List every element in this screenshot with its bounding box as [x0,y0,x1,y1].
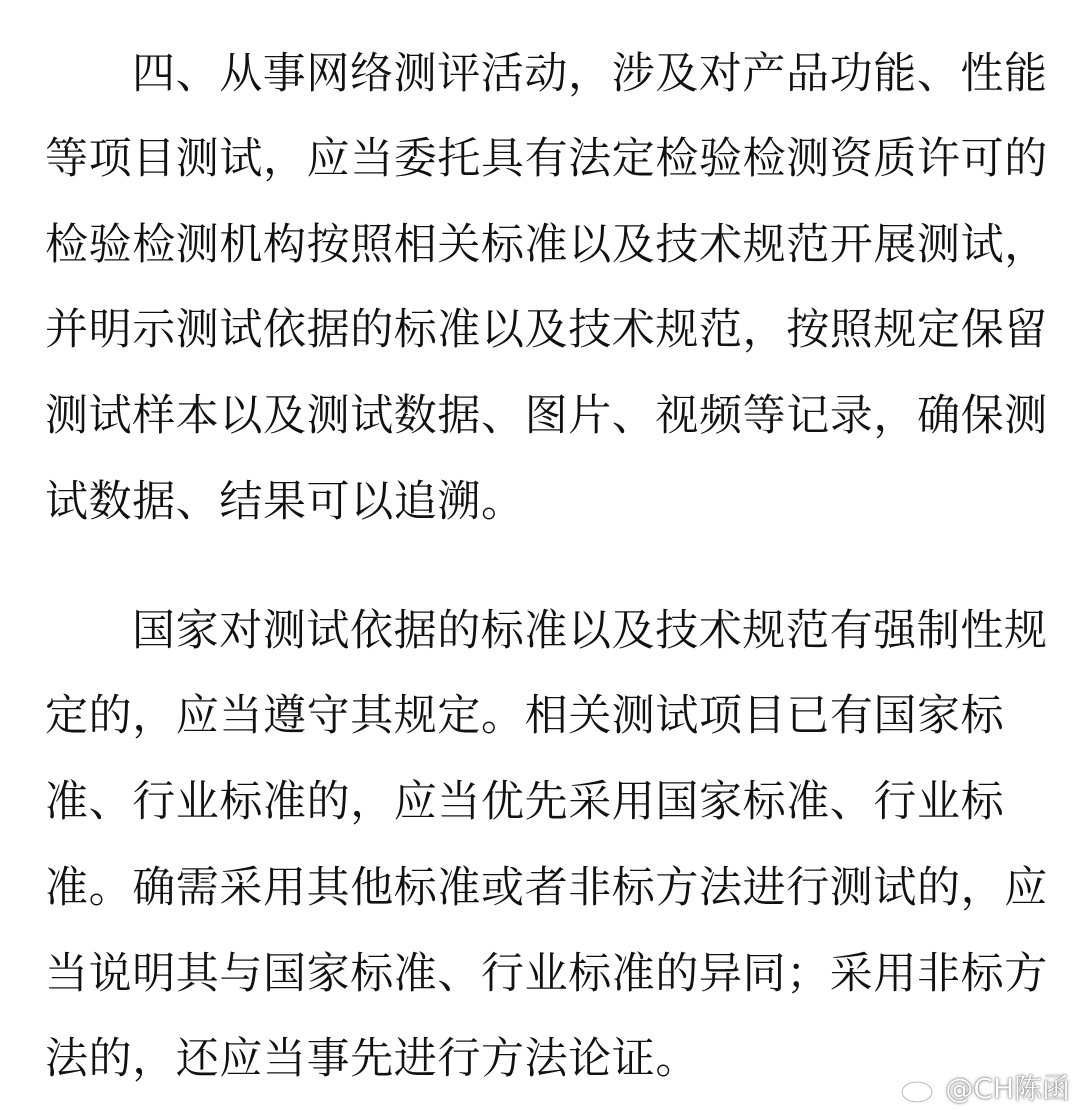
paragraph-1-line-1: 四、从事网络测评活动，涉及对产品功能、性能 [132,49,1048,99]
paragraph-2-line-4: 准。确需采用其他标准或者非标方法进行测试的，应 [45,863,1048,913]
paragraph-2-line-5: 当说明其与国家标准、行业标准的异同；采用非标方 [45,949,1048,999]
paragraph-2-line-6: 法的，还应当事先进行方法论证。 [45,1034,699,1084]
paragraph-1-line-5: 测试样本以及测试数据、图片、视频等记录，确保测 [45,391,1048,441]
paragraph-2-line-2: 定的，应当遵守其规定。相关测试项目已有国家标 [45,691,1005,741]
weibo-logo-icon [899,1070,941,1104]
watermark-text: @CH陈函 [945,1072,1070,1105]
paragraph-1-line-6: 试数据、结果可以追溯。 [45,477,525,527]
paragraph-2-line-1: 国家对测试依据的标准以及技术规范有强制性规 [132,606,1048,656]
paragraph-1-line-2: 等项目测试，应当委托具有法定检验检测资质许可的 [45,134,1048,184]
paragraph-1-line-4: 并明示测试依据的标准以及技术规范，按照规定保留 [45,305,1048,355]
paragraph-1-line-3: 检验检测机构按照相关标准以及技术规范开展测试， [45,220,1048,270]
watermark [899,1067,1070,1107]
paragraph-2-line-3: 准、行业标准的，应当优先采用国家标准、行业标 [45,777,1005,827]
